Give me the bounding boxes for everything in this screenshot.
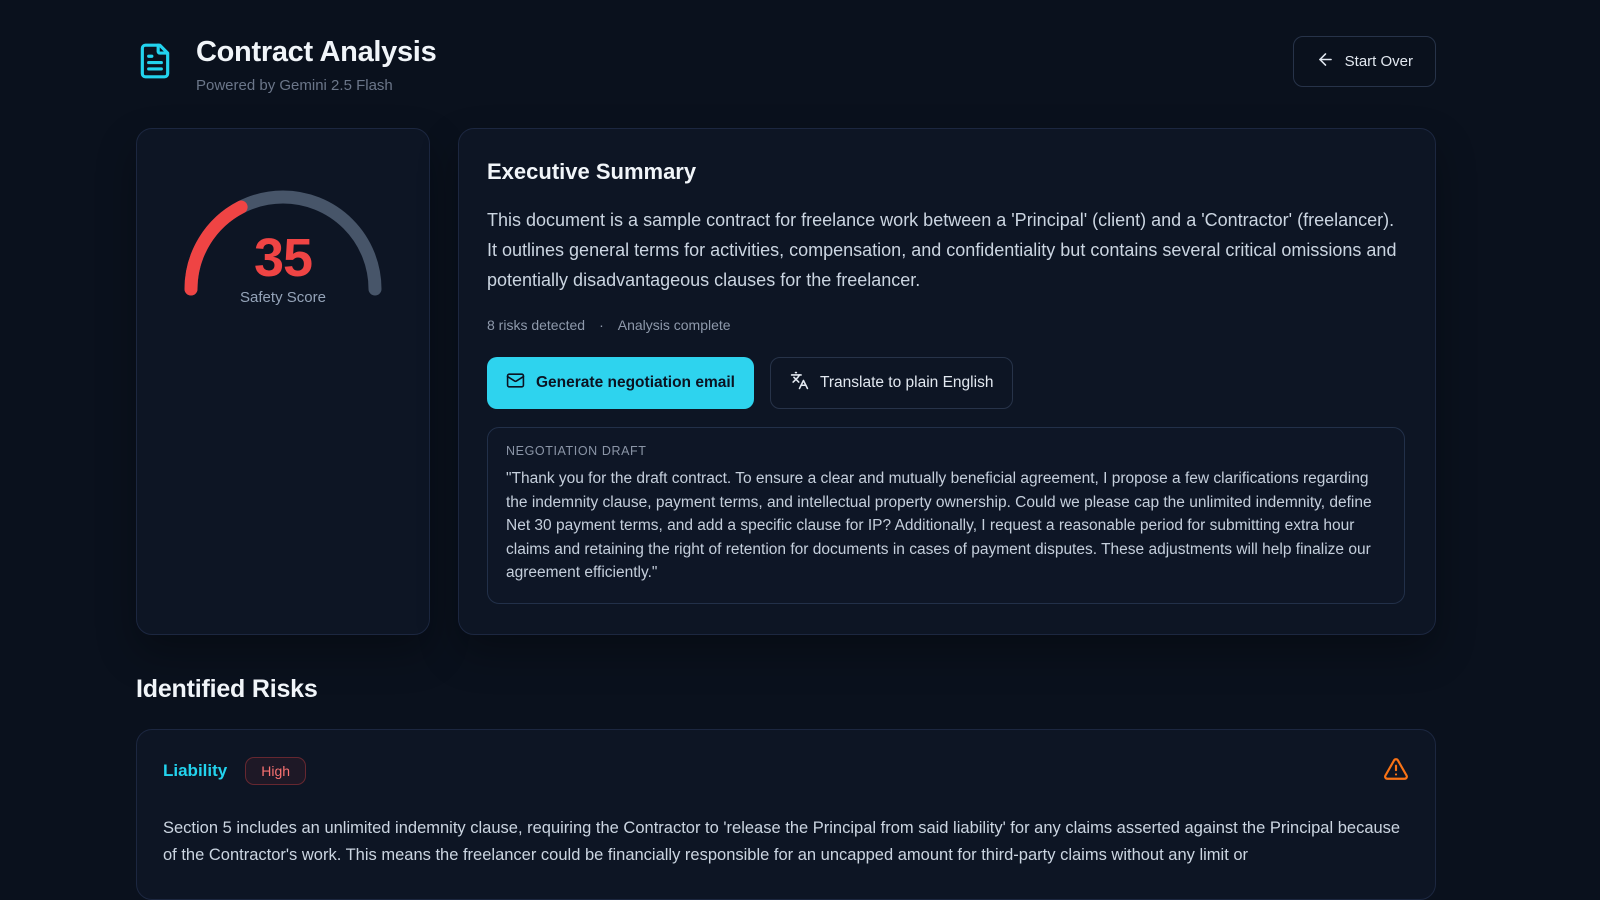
executive-summary-card (458, 128, 1436, 635)
page-title: Contract Analysis (196, 36, 437, 68)
start-over-button[interactable] (1293, 36, 1436, 87)
header-titles (196, 36, 436, 94)
safety-score-card (136, 128, 430, 635)
meta-separator: · (599, 317, 604, 333)
safety-score-label: Safety Score (240, 289, 326, 306)
generate-email-button[interactable] (487, 357, 754, 409)
header (136, 36, 1436, 94)
risks-detected-count: 8 risks detected (487, 317, 586, 333)
translate-icon (790, 371, 809, 395)
safety-score-gauge (178, 181, 388, 306)
risk-severity-badge: High (245, 757, 306, 785)
safety-score-value: 35 (253, 228, 313, 288)
document-icon (136, 42, 174, 85)
mail-icon (506, 371, 525, 395)
cards-row (136, 128, 1436, 635)
summary-meta-row (487, 317, 1405, 333)
header-left (136, 36, 436, 94)
warning-triangle-icon (1383, 756, 1409, 787)
negotiation-draft-text: "Thank you for the draft contract. To ensure a clear and mutually beneficial agreement, I propose a few clarifications regarding the indemnity clause, payment terms, and intellectual property ownership. Could we please cap the unlimited indemnity, define Net 30 payment terms, and add a specific clause for IP? Additionally, I request a reasonable period for submitting extra hour claims and retaining the right of retention for documents in cases of payment disputes. These adjustments will help finalize our agreement efficiently." (506, 470, 1372, 581)
risk-description: Section 5 includes an unlimited indemnity clause, requiring the Contractor to 'release the Principal from said liability' for any claims asserted against the Principal because of the Contractor's work. This means the freelancer could be financially responsible for an uncapped amount for third-party claims without any limit or (163, 818, 1401, 864)
generate-email-label: Generate negotiation email (536, 374, 735, 391)
page-subtitle: Powered by Gemini 2.5 Flash (196, 77, 393, 94)
translate-label: Translate to plain English (819, 374, 994, 391)
main-container (136, 0, 1436, 900)
summary-body: This document is a sample contract for freelance work between a 'Principal' (client) and a 'Contractor' (freelancer). It outlines general terms for activities, compensation, and confidentiality but contains several critical omissions and potentially disadvantageous clauses for the freelancer. (487, 210, 1397, 290)
start-over-label: Start Over (1344, 53, 1413, 70)
analysis-status: Analysis complete (617, 317, 731, 333)
negotiation-draft-box (487, 427, 1405, 604)
arrow-left-icon (1316, 50, 1335, 73)
risk-category: Liability (163, 761, 228, 780)
negotiation-draft-label: NEGOTIATION DRAFT (506, 444, 647, 458)
summary-actions (487, 357, 1405, 409)
risk-card-header-left (163, 757, 306, 785)
translate-button[interactable] (770, 357, 1013, 409)
risk-card (136, 729, 1436, 900)
summary-heading: Executive Summary (487, 159, 697, 184)
risk-card-header (163, 756, 1409, 787)
identified-risks-heading: Identified Risks (136, 674, 318, 703)
